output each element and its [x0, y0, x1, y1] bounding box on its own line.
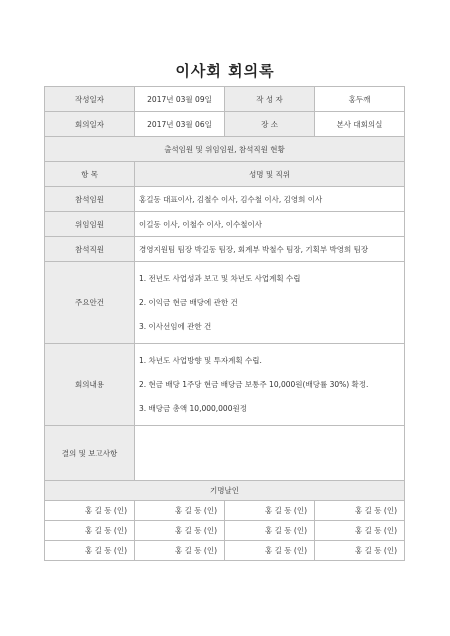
signature-row — [45, 521, 405, 541]
table-row — [45, 344, 405, 426]
place-value[interactable]: 본사 대회의실 — [315, 112, 405, 137]
signature-cell[interactable]: 홍 길 동 (인) — [225, 541, 315, 561]
table-row — [45, 262, 405, 344]
signature-cell[interactable]: 홍 길 동 (인) — [45, 501, 135, 521]
attending-officers-label: 참석임원 — [45, 187, 135, 212]
table-row — [45, 212, 405, 237]
attendance-header: 출석임원 및 위임임원, 참석직원 현황 — [45, 137, 405, 162]
name-position-header: 성명 및 직위 — [135, 162, 405, 187]
signature-cell[interactable]: 홍 길 동 (인) — [45, 521, 135, 541]
table-row — [45, 137, 405, 162]
attending-officers-value[interactable]: 홍길동 대표이사, 김철수 이사, 김수철 이사, 김영희 이사 — [135, 187, 405, 212]
signature-cell[interactable]: 홍 길 동 (인) — [135, 521, 225, 541]
signature-cell[interactable]: 홍 길 동 (인) — [135, 541, 225, 561]
signature-cell[interactable]: 홍 길 동 (인) — [315, 521, 405, 541]
table-row — [45, 87, 405, 112]
item-header: 항 목 — [45, 162, 135, 187]
signature-header: 기명날인 — [45, 481, 405, 501]
writer-value[interactable]: 홍두깨 — [315, 87, 405, 112]
write-date-value[interactable]: 2017년 03월 09일 — [135, 87, 225, 112]
table-row — [45, 112, 405, 137]
writer-label: 작 성 자 — [225, 87, 315, 112]
signature-row — [45, 501, 405, 521]
resolution-label: 결의 및 보고사항 — [45, 426, 135, 481]
agenda-label: 주요안건 — [45, 262, 135, 344]
table-row — [45, 426, 405, 481]
agenda-item: 2. 이익금 현금 배당에 관한 건 — [139, 297, 238, 307]
content-item: 2. 현금 배당 1주당 현금 배당금 보통주 10,000원(배당률 30%) 확정. — [139, 379, 369, 389]
attending-staff-label: 참석직원 — [45, 237, 135, 262]
write-date-label: 작성일자 — [45, 87, 135, 112]
signature-cell[interactable]: 홍 길 동 (인) — [225, 501, 315, 521]
agenda-item: 3. 이사선임에 관한 건 — [139, 321, 212, 331]
meeting-content-value[interactable] — [135, 344, 405, 426]
table-row — [45, 162, 405, 187]
attending-staff-value[interactable]: 경영지원팀 팀장 박길동 팀장, 회계부 박철수 팀장, 기획부 박영희 팀장 — [135, 237, 405, 262]
signature-cell[interactable]: 홍 길 동 (인) — [45, 541, 135, 561]
meeting-date-label: 회의일자 — [45, 112, 135, 137]
signature-cell[interactable]: 홍 길 동 (인) — [315, 541, 405, 561]
delegated-officers-value[interactable]: 이길동 이사, 이철수 이사, 이수철이사 — [135, 212, 405, 237]
agenda-item: 1. 전년도 사업성과 보고 및 차년도 사업계획 수립 — [139, 273, 301, 283]
resolution-value[interactable] — [135, 426, 405, 481]
delegated-officers-label: 위임임원 — [45, 212, 135, 237]
table-row — [45, 187, 405, 212]
minutes-table — [44, 86, 405, 561]
signature-cell[interactable]: 홍 길 동 (인) — [225, 521, 315, 541]
document-title: 이사회 회의록 — [175, 62, 275, 80]
signature-cell[interactable]: 홍 길 동 (인) — [315, 501, 405, 521]
signature-row — [45, 541, 405, 561]
table-row — [45, 237, 405, 262]
content-item: 1. 차년도 사업방향 및 투자계획 수립. — [139, 355, 262, 365]
agenda-value[interactable] — [135, 262, 405, 344]
meeting-date-value[interactable]: 2017년 03월 06일 — [135, 112, 225, 137]
signature-cell[interactable]: 홍 길 동 (인) — [135, 501, 225, 521]
meeting-content-label: 회의내용 — [45, 344, 135, 426]
place-label: 장 소 — [225, 112, 315, 137]
table-row — [45, 481, 405, 501]
content-item: 3. 배당금 총액 10,000,000원정 — [139, 403, 247, 413]
